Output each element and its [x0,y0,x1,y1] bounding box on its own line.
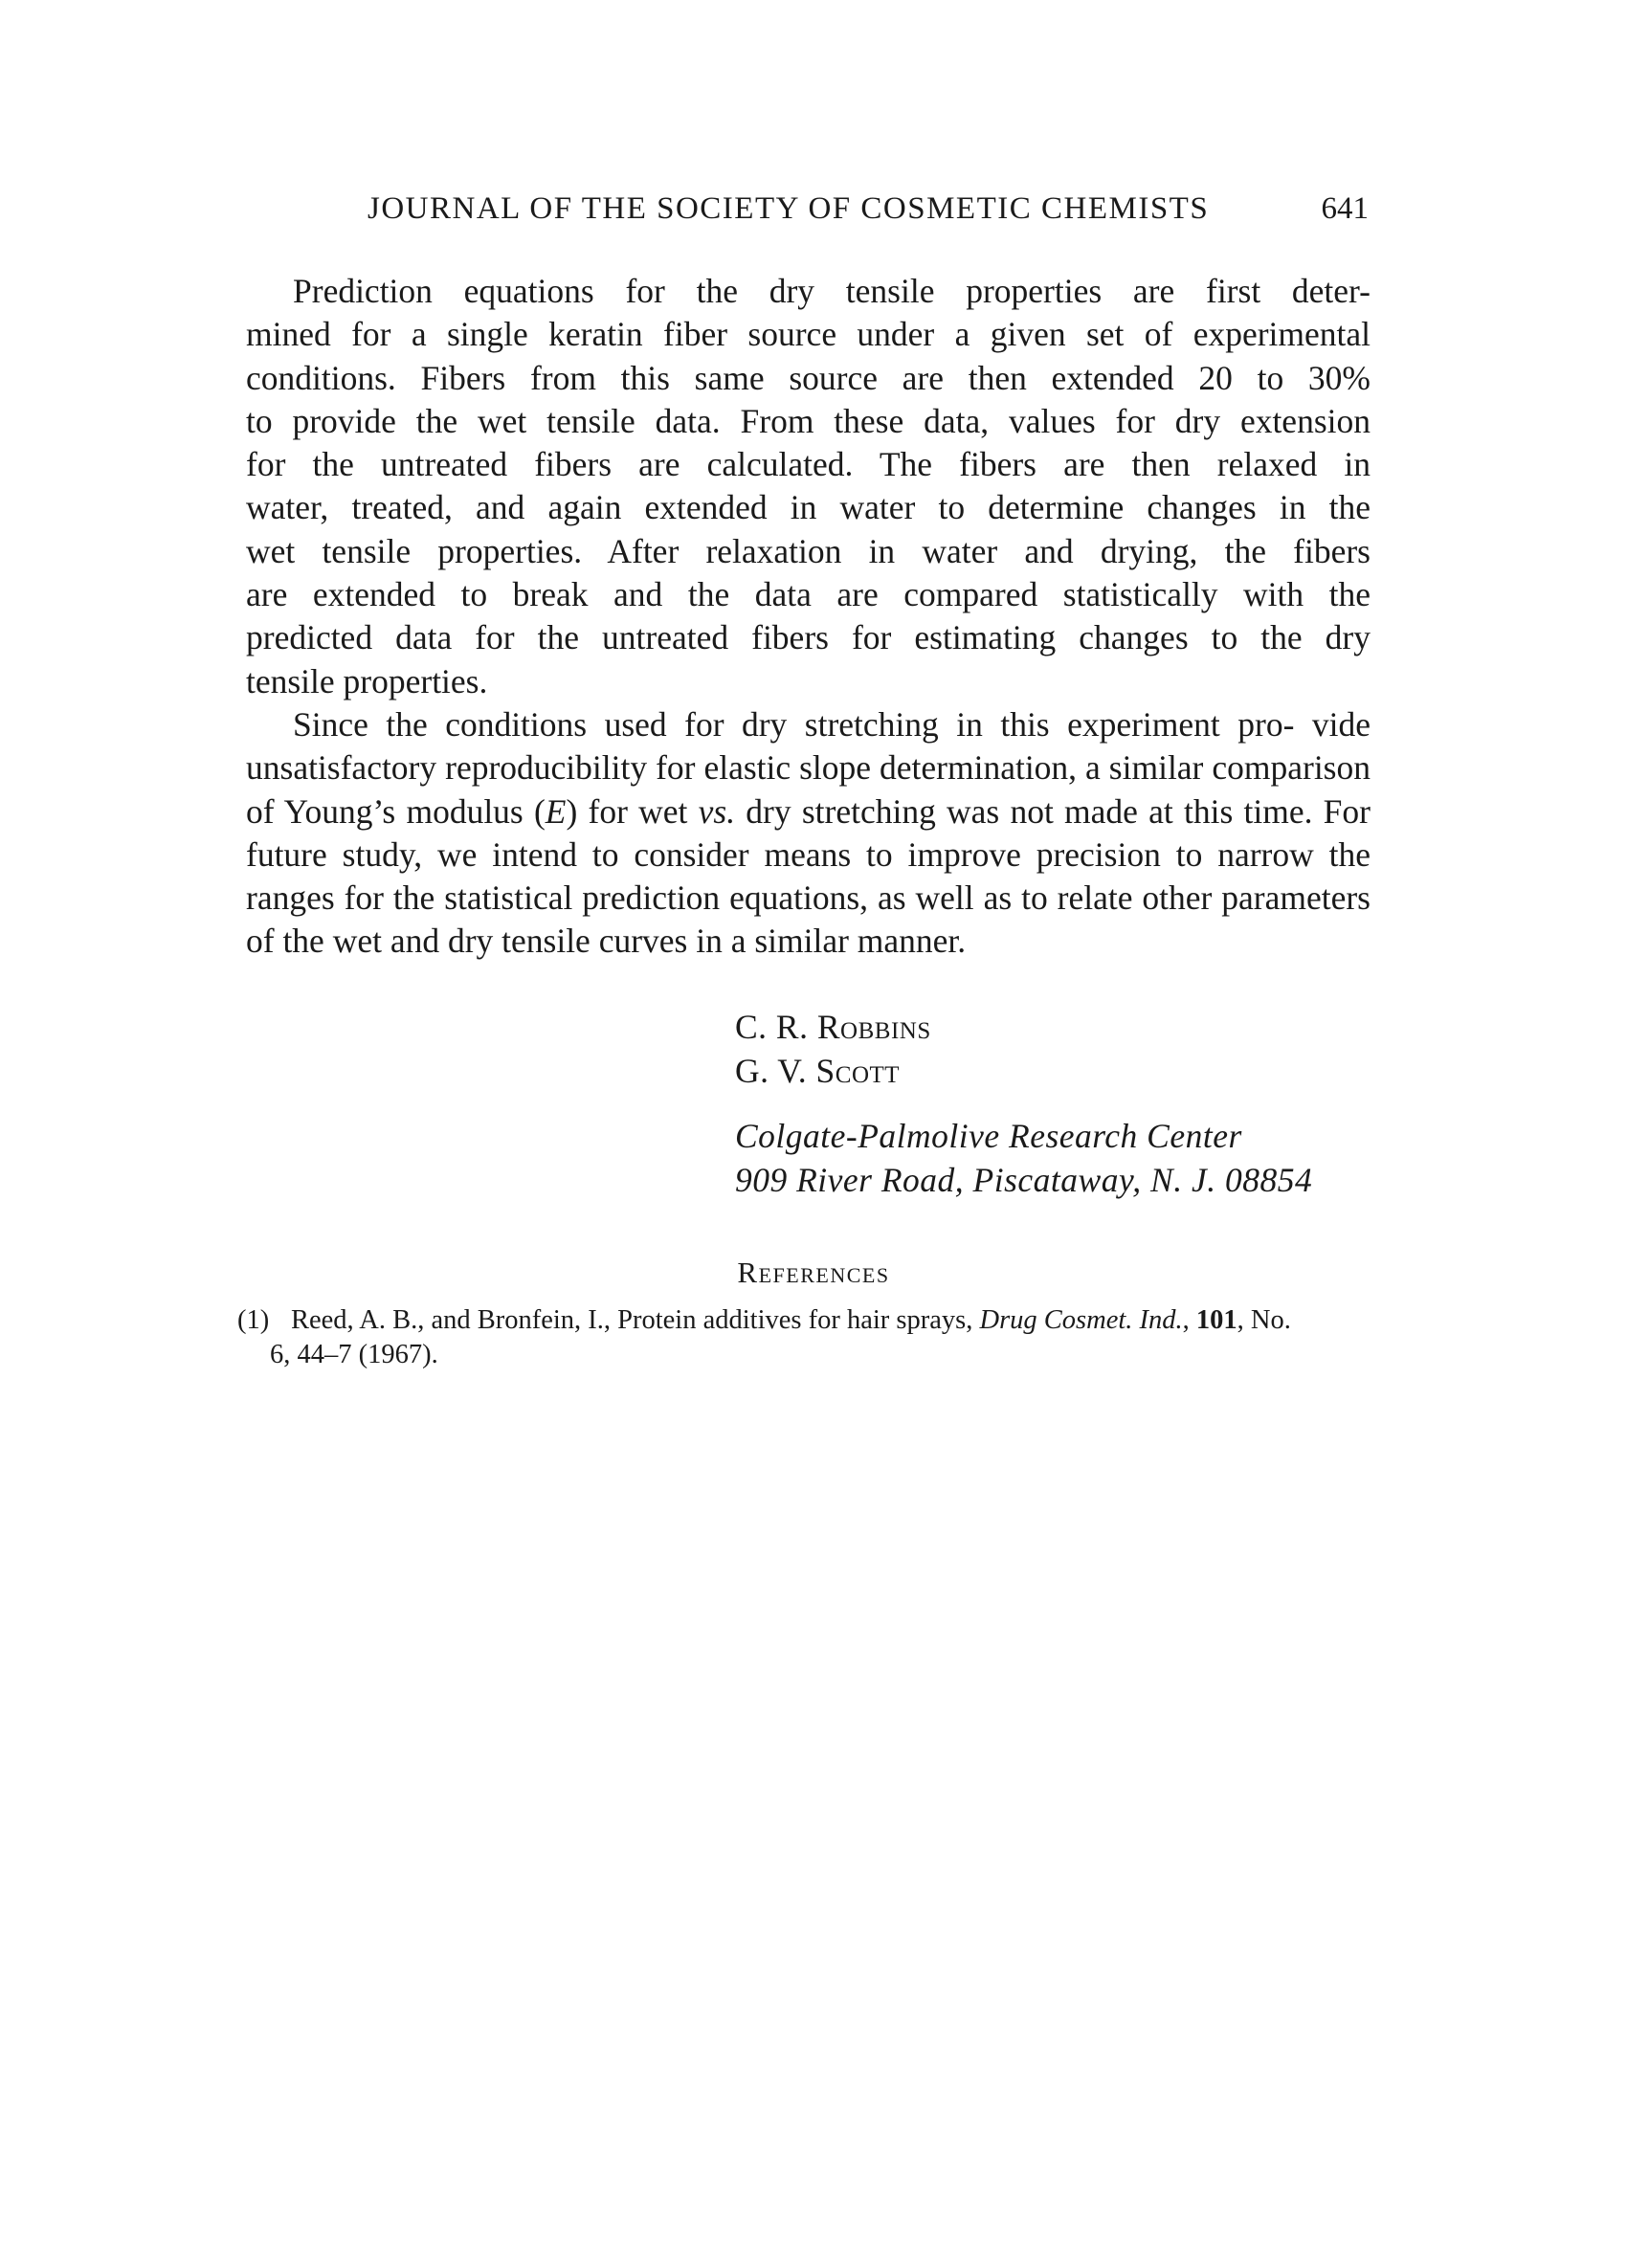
reference-body [291,1303,1372,1338]
reference-journal: Drug Cosmet. Ind. [979,1305,1183,1335]
paragraph-1 [246,270,1371,703]
reference-volume: 101 [1195,1305,1237,1335]
paragraph-1-line: for the untreated fibers are calculated. The fibers are then relaxed in [246,445,1371,484]
paragraph-2-text-b: ) for wet [566,791,699,831]
affiliation-line-2: 909 River Road, Piscataway, N. J. 08854 [735,1161,1313,1199]
paragraph-1-line: Prediction equations for the dry tensile properties are first deter- [293,272,1371,310]
paragraph-1-line: to provide the wet tensile data. From these data, values for dry extension [246,401,1371,440]
youngs-modulus-symbol: E [545,791,567,831]
paragraph-1-line: tensile properties. [246,661,488,700]
reference-sep-1: , [1182,1305,1196,1335]
paragraph-2-text-a: Since the conditions used for dry stretching in this experiment pro- vide unsatisfactory reproducibility for elastic slope determination, a similar comparison of Young’s modulus ( [246,704,1371,831]
reference-sep-2: , No. [1237,1305,1291,1335]
paragraph-1-line: wet tensile properties. After relaxation in water and drying, the fibers [246,531,1371,570]
reference-authors-title: Reed, A. B., and Bronfein, I., Protein additives for hair sprays, [291,1305,980,1335]
versus-abbrev: vs. [698,791,736,831]
author-2: G. V. Scott [735,1052,901,1090]
paragraph-2 [246,703,1371,964]
paragraph-1-line: mined for a single keratin fiber source under a given set of experimental [246,315,1371,354]
reference-continuation: 6, 44–7 (1967). [270,1340,438,1369]
author-1: C. R. Robbins [735,1008,931,1046]
page-number: 641 [1321,191,1369,226]
references-heading: References [737,1256,890,1289]
journal-title: JOURNAL OF THE SOCIETY OF COSMETIC CHEMISTS [368,191,1210,226]
reference-item [237,1303,1372,1372]
reference-number: (1) [237,1305,270,1335]
paragraph-1-line: predicted data for the untreated fibers for estimating changes to the dry [246,618,1371,657]
affiliation-line-1: Colgate-Palmolive Research Center [735,1117,1242,1155]
paragraph-1-line: conditions. Fibers from this same source are then extended 20 to 30% [246,358,1371,397]
paragraph-2-text-c: dry stretching was not made at this time. For future study, we intend to consider means to improve precision to narrow the ranges for the statistical prediction equations, as well as to relate other parameters of the wet and dry tensile curves in a similar manner. [246,791,1371,961]
body-text [246,270,1371,964]
paragraph-1-line: water, treated, and again extended in water to determine changes in the [246,488,1371,527]
paragraph-1-line: are extended to break and the data are compared statistically with the [246,575,1371,614]
running-head [368,191,1369,233]
